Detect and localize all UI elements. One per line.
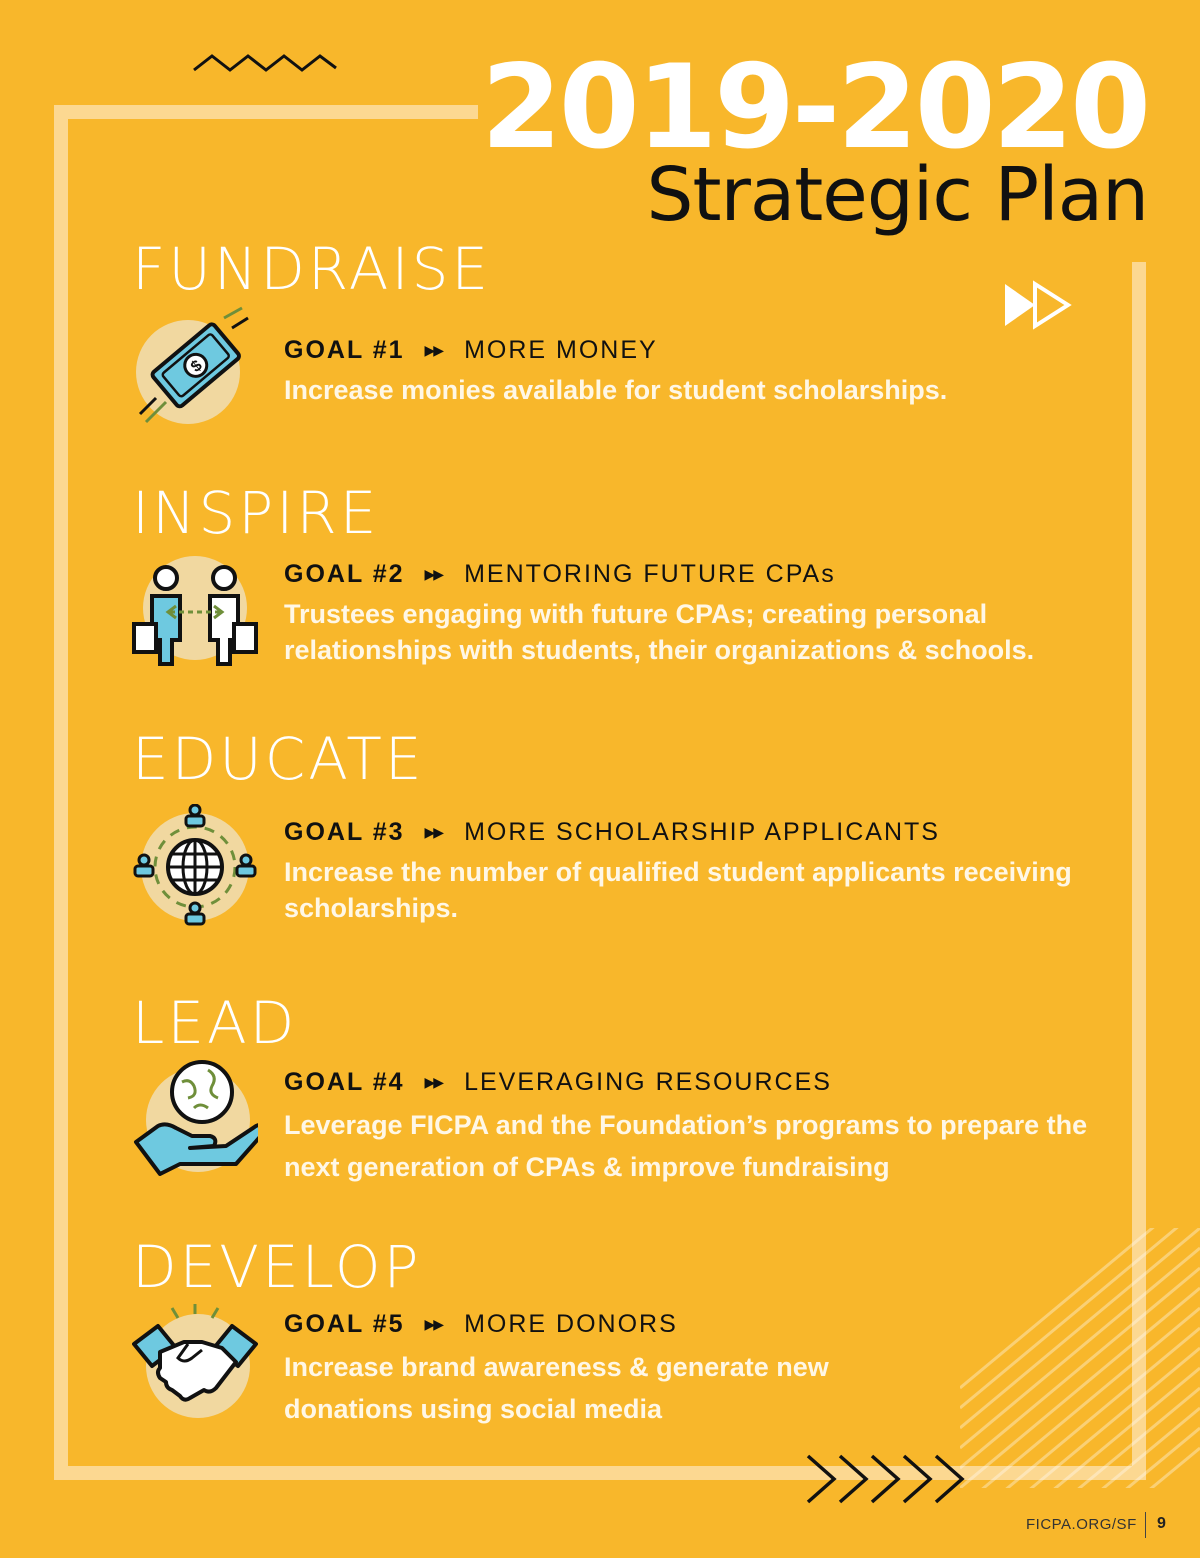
zigzag-icon [192,50,338,81]
money-icon [132,306,258,432]
goal-description: Trustees engaging with future CPAs; creating personal relationships with students, their organizations & schools. [284,599,1035,665]
section-lead [132,989,1132,1194]
page-title-years: 2019-2020 [481,40,1148,175]
mentoring-people-icon [132,550,258,676]
global-network-icon [132,804,258,930]
double-arrow-icon: ▶▶ [424,1316,443,1332]
goal-heading [284,336,658,365]
double-arrow-icon: ▶▶ [424,342,443,358]
goal-heading [284,818,940,847]
footer-divider [1145,1512,1146,1538]
section-educate [132,725,1132,940]
section-title: LEAD [132,989,298,1057]
goal-description: Leverage FICPA and the Foundation’s programs to prepare the next generation of CPAs & improve fundraising [284,1110,1088,1182]
goal-name: MENTORING FUTURE CPAs [464,560,836,588]
double-arrow-icon: ▶▶ [424,824,443,840]
goal-heading [284,1310,678,1339]
goal-description: Increase monies available for student scholarships. [284,375,948,405]
section-fundraise [132,235,1132,440]
goal-name: MORE MONEY [464,336,658,364]
goal-heading [284,1068,832,1097]
goal-number: GOAL #2 [284,560,405,588]
section-develop [132,1233,1132,1438]
frame-top-border [54,105,478,119]
section-title: FUNDRAISE [132,235,492,303]
double-arrow-icon: ▶▶ [424,1074,443,1090]
section-title: DEVELOP [132,1233,422,1301]
page-number: 9 [1157,1515,1166,1532]
page-subtitle: Strategic Plan [646,152,1148,238]
goal-heading [284,560,836,589]
goal-description: Increase the number of qualified student applicants receiving scholarships. [284,857,1072,923]
globe-in-hand-icon [132,1060,258,1186]
goal-name: MORE SCHOLARSHIP APPLICANTS [464,818,940,846]
goal-number: GOAL #5 [284,1310,405,1338]
goal-number: GOAL #1 [284,336,405,364]
footer-url: FICPA.ORG/SF [1026,1516,1137,1533]
goal-name: MORE DONORS [464,1310,678,1338]
section-title: EDUCATE [132,725,425,793]
frame-left-border [54,105,68,1480]
handshake-icon [132,1304,258,1430]
double-arrow-icon: ▶▶ [424,566,443,582]
section-inspire [132,479,1132,684]
goal-name: LEVERAGING RESOURCES [464,1068,832,1096]
goal-description: Increase brand awareness & generate new donations using social media [284,1352,829,1424]
goal-number: GOAL #4 [284,1068,405,1096]
svg-text:$: $ [187,357,206,376]
section-title: INSPIRE [132,479,380,547]
chevrons-icon [804,1452,970,1511]
goal-number: GOAL #3 [284,818,405,846]
